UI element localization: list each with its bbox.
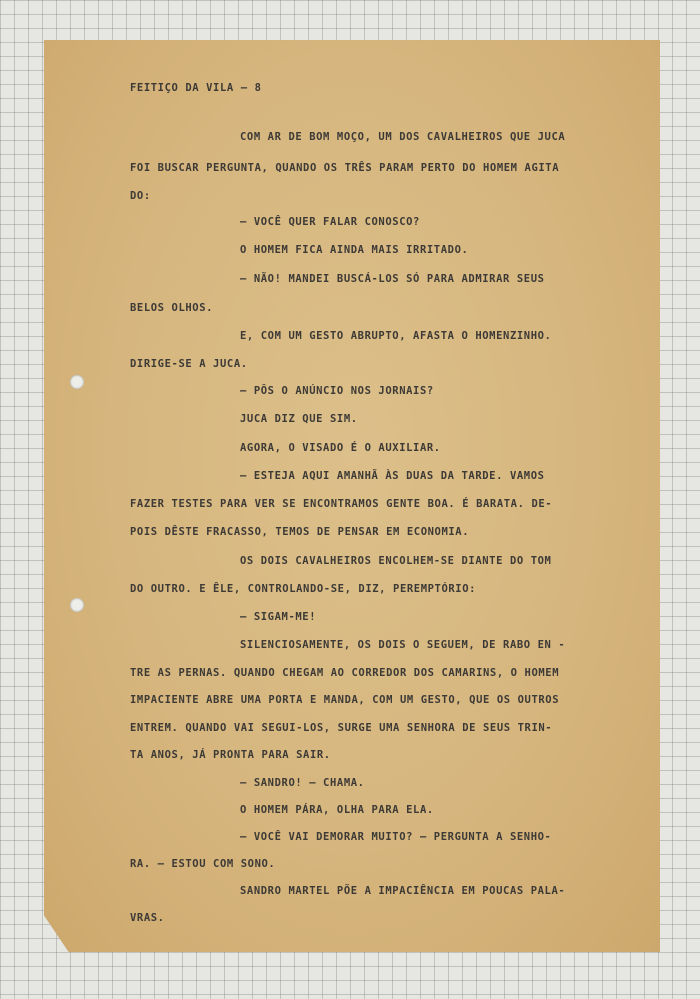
text-line: — SANDRO! — CHAMA.: [240, 777, 365, 789]
text-line: — SIGAM-ME!: [240, 611, 317, 623]
text-line: DIRIGE-SE A JUCA.: [130, 358, 248, 370]
text-line: IMPACIENTE ABRE UMA PORTA E MANDA, COM UM GESTO, QUE OS OUTROS: [130, 694, 560, 706]
text-line: SILENCIOSAMENTE, OS DOIS O SEGUEM, DE RABO EN -: [240, 639, 566, 651]
text-line: FOI BUSCAR PERGUNTA, QUANDO OS TRÊS PARAM PERTO DO HOMEM AGITA: [130, 162, 560, 174]
text-line: BELOS OLHOS.: [130, 302, 214, 314]
text-line: O HOMEM FICA AINDA MAIS IRRITADO.: [240, 244, 469, 256]
text-line: O HOMEM PÁRA, OLHA PARA ELA.: [240, 804, 434, 816]
text-line: DO OUTRO. E ÊLE, CONTROLANDO-SE, DIZ, PEREMPTÓRIO:: [130, 583, 477, 595]
text-line: COM AR DE BOM MOÇO, UM DOS CAVALHEIROS QUE JUCA: [240, 131, 566, 143]
page-header: FEITIÇO DA VILA — 8: [130, 82, 262, 94]
text-line: VRAS.: [130, 912, 165, 924]
text-line: — PÔS O ANÚNCIO NOS JORNAIS?: [240, 385, 434, 397]
text-line: OS DOIS CAVALHEIROS ENCOLHEM-SE DIANTE DO TOM: [240, 555, 552, 567]
text-line: SANDRO MARTEL PÕE A IMPACIÊNCIA EM POUCAS PALA-: [240, 885, 566, 897]
text-line: DO:: [130, 190, 151, 202]
punch-hole: [70, 598, 84, 612]
text-line: E, COM UM GESTO ABRUPTO, AFASTA O HOMENZINHO.: [240, 330, 552, 342]
text-line: — VOCÊ QUER FALAR CONOSCO?: [240, 216, 420, 228]
text-line: AGORA, O VISADO É O AUXILIAR.: [240, 442, 441, 454]
text-line: POIS DÊSTE FRACASSO, TEMOS DE PENSAR EM ECONOMIA.: [130, 526, 470, 538]
text-line: RA. — ESTOU COM SONO.: [130, 858, 276, 870]
text-line: TRE AS PERNAS. QUANDO CHEGAM AO CORREDOR DOS CAMARINS, O HOMEM: [130, 667, 560, 679]
text-line: ENTREM. QUANDO VAI SEGUI-LOS, SURGE UMA SENHORA DE SEUS TRIN-: [130, 722, 553, 734]
text-line: JUCA DIZ QUE SIM.: [240, 413, 358, 425]
text-line: — VOCÊ VAI DEMORAR MUITO? — PERGUNTA A SENHO-: [240, 831, 552, 843]
text-line: — ESTEJA AQUI AMANHÃ ÀS DUAS DA TARDE. VAMOS: [240, 470, 545, 482]
text-line: — NÃO! MANDEI BUSCÁ-LOS SÓ PARA ADMIRAR SEUS: [240, 273, 545, 285]
text-line: TA ANOS, JÁ PRONTA PARA SAIR.: [130, 749, 331, 761]
text-line: FAZER TESTES PARA VER SE ENCONTRAMOS GENTE BOA. É BARATA. DE-: [130, 498, 553, 510]
punch-hole: [70, 375, 84, 389]
